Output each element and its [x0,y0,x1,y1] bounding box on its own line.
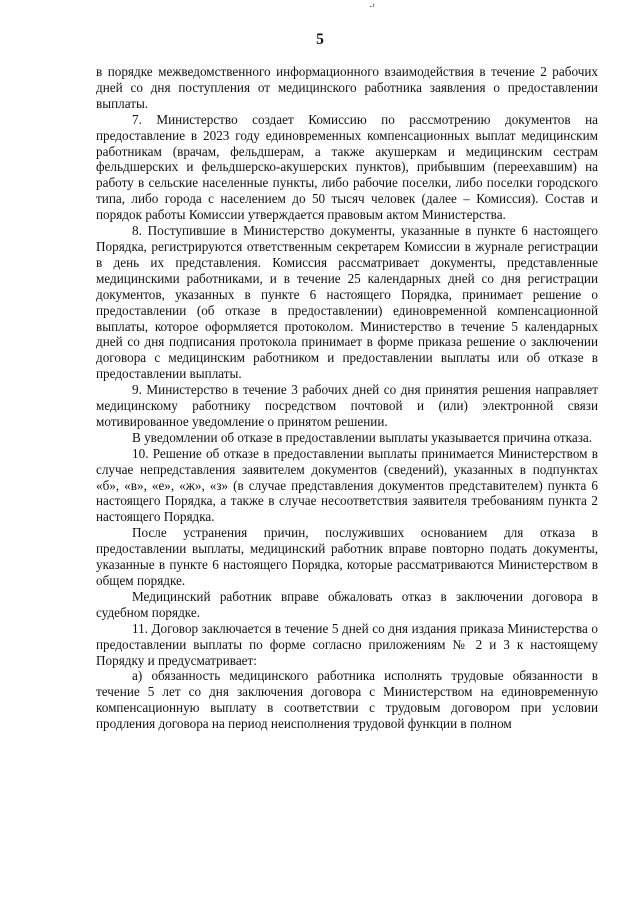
paragraph-item-7: 7. Министерство создает Комиссию по рассмотрению документов на предоставление в 2023 году единовременных компенсационных выплат медицинским работникам (врачам, фельдшерам, а также акушеркам и медицинским сестрам фельдшерских и фельдшерско-акушерских пунктов), прибывшим (переехавшим) на работу в сельские населенные пункты, либо рабочие поселки, либо поселки городского типа, либо города с населением до 50 тысяч человек (далее – Комиссия). Состав и порядок работы Комиссии утверждается правовым актом Министерства. [96,111,598,223]
scan-mark: ·ᵗ [369,1,375,13]
document-body [96,64,598,732]
paragraph-item-11: 11. Договор заключается в течение 5 дней со дня издания приказа Министерства о предоставлении выплаты по форме согласно приложениям № 2 и 3 к настоящему Порядку и предусматривает: [96,620,598,668]
paragraph-refusal-reason: В уведомлении об отказе в предоставлении выплаты указывается причина отказа. [132,429,593,445]
paragraph-item-9: 9. Министерство в течение 3 рабочих дней со дня принятия решения направляет медицинскому работнику посредством почтовой и (или) электронной связи мотивированное уведомление о принятом решении. [96,382,598,429]
paragraph-appeal: Медицинский работник вправе обжаловать отказ в заключении договора в судебном порядке. [96,588,598,620]
paragraph-continuation: в порядке межведомственного информационного взаимодействия в течение 2 рабочих дней со дня поступления от медицинского работника заявления о предоставлении выплаты. [96,64,598,111]
paragraph-item-10: 10. Решение об отказе в предоставлении выплаты принимается Министерством в случае непредставления заявителем документов (сведений), указанных в подпунктах «б», «в», «е», «ж», «з» (в случае представления документов представителем) пункта 6 настоящего Порядка, а также в случае несоответствия заявителя требованиям пункта 2 настоящего Порядка. [96,445,598,525]
paragraph-item-8: 8. Поступившие в Министерство документы, указанные в пункте 6 настоящего Порядка, регистрируются ответственным секретарем Комиссии в журнале регистрации в день их представления. Комиссия рассматривает документы, представленные медицинскими работниками, и в течение 25 календарных дней со дня регистрации документов, указанных в пункте 6 настоящего Порядка, принимает решение о предоставлении (об отказе в предоставлении) единовременной компенсационной выплаты, которое оформляется протоколом. Министерство в течение 5 календарных дней со дня подписания протокола принимает в форме приказа решение о заключении договора с медицинским работником и предоставлении выплаты или об отказе в предоставлении выплаты. [96,223,598,382]
paragraph-subitem-a: а) обязанность медицинского работника исполнять трудовые обязанности в течение 5 лет со дня заключения договора с Министерством на единовременную компенсационную выплату в соответствии с трудовым договором при условии продления договора на период неисполнения трудовой функции в полном [96,668,598,732]
paragraph-resubmission: После устранения причин, послуживших основанием для отказа в предоставлении выплаты, медицинский работник вправе повторно подать документы, указанные в пункте 6 настоящего Порядка, которые рассматриваются Министерством в общем порядке. [96,525,598,588]
page-number: 5 [316,31,324,48]
